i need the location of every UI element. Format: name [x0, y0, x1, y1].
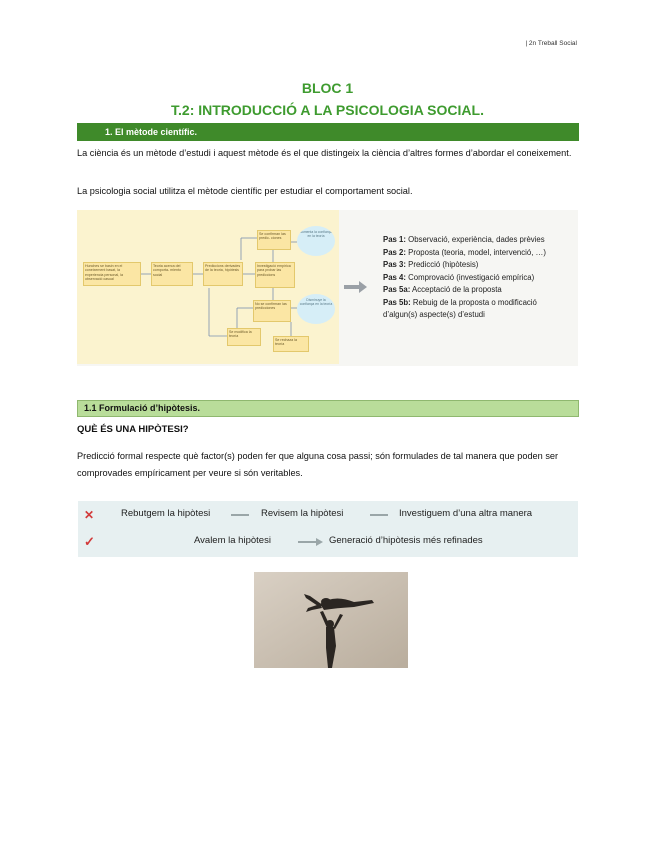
flow-box-reject-theory: Se rechaza la teoría: [273, 336, 309, 352]
step-item: Pas 5b: Rebuig de la proposta o modificació d’algun(s) aspecte(s) d’estudi: [383, 297, 537, 319]
paragraph-science: La ciència és un mètode d’estudi i aquest mètode és el que distingeix la ciència d’altres formes d’abordar el coneixement.: [77, 148, 572, 158]
step-item: Pas 4: Comprovació (investigació empírica): [383, 272, 535, 282]
outcome-investigate: Investiguem d’una altra manera: [399, 508, 533, 519]
outcome-endorse: Avalem la hipòtesi: [194, 535, 271, 546]
flow-cloud-decrease: Disminuye la confiança en la teoría: [297, 294, 335, 324]
bloc-title: BLOC 1: [301, 80, 354, 96]
step-item: Pas 2: Proposta (teoria, model, intervenció, …): [383, 247, 546, 257]
flow-box-not-confirmed: No se confirman las predicciones: [253, 300, 291, 322]
hypothesis-outcomes-figure: [78, 501, 578, 557]
outcome-revise: Revisem la hipòtesi: [261, 508, 344, 519]
acrobats-photo: [254, 572, 408, 668]
flowchart: [77, 210, 339, 364]
outcome-reject: Rebutgem la hipòtesi: [121, 508, 211, 519]
connector-dash: [370, 514, 388, 516]
flow-cloud-increase: Aumenta la confiança en la teoría: [297, 226, 335, 256]
steps-list: [383, 234, 573, 322]
cross-icon: ✕: [84, 508, 95, 522]
step-item: Pas 1: Observació, experiència, dades prèvies: [383, 235, 545, 244]
outcome-refined-hypotheses: Generació d’hipòtesis més refinades: [329, 535, 483, 546]
step-item: Pas 3: Predicció (hipòtesis): [383, 260, 479, 269]
flow-box-hunches: Hunches se basin en el coneixement basat, la experiencia personal, la observació casual: [83, 262, 141, 286]
connector-dash: [231, 514, 249, 516]
section-heading: 1. El mètode científic.: [77, 123, 579, 141]
flow-box-modify-theory: Se modifica la teoría: [227, 328, 261, 346]
paragraph-social-psychology: La psicologia social utilitza el mètode científic per estudiar el comportament social.: [77, 186, 413, 196]
step-item: Pas 5a: Acceptació de la proposta: [383, 285, 502, 294]
check-icon: ✓: [84, 534, 95, 549]
flow-box-predictions: Prediccions derivades de la teoria, hipòtesis: [203, 262, 243, 286]
flow-box-confirmed: Se confirman las predic- ciones: [257, 230, 291, 250]
paragraph-hypothesis-definition: Predicció formal respecte què factor(s) poden fer que alguna cosa passi; són formulades de tal manera que poden ser comprovades empíricament per veure si són veritables.: [77, 451, 559, 478]
header-note: | 2n Treball Social: [525, 40, 577, 47]
topic-title: T.2: INTRODUCCIÓ A LA PSICOLOGIA SOCIAL.: [171, 102, 484, 118]
subsection-heading: 1.1 Formulació d’hipòtesis.: [77, 400, 579, 417]
flow-box-theory: Teoria acerca del comporta- miento social: [151, 262, 193, 286]
right-arrow-icon: [298, 537, 324, 547]
scientific-method-figure: [77, 210, 578, 366]
acrobats-illustration: [254, 572, 408, 668]
right-arrow-icon: [344, 280, 368, 294]
flow-box-investigation: Investigació empírica para probar las prediccions: [255, 262, 295, 288]
question-heading: QUÈ ÉS UNA HIPÒTESI?: [77, 424, 189, 435]
